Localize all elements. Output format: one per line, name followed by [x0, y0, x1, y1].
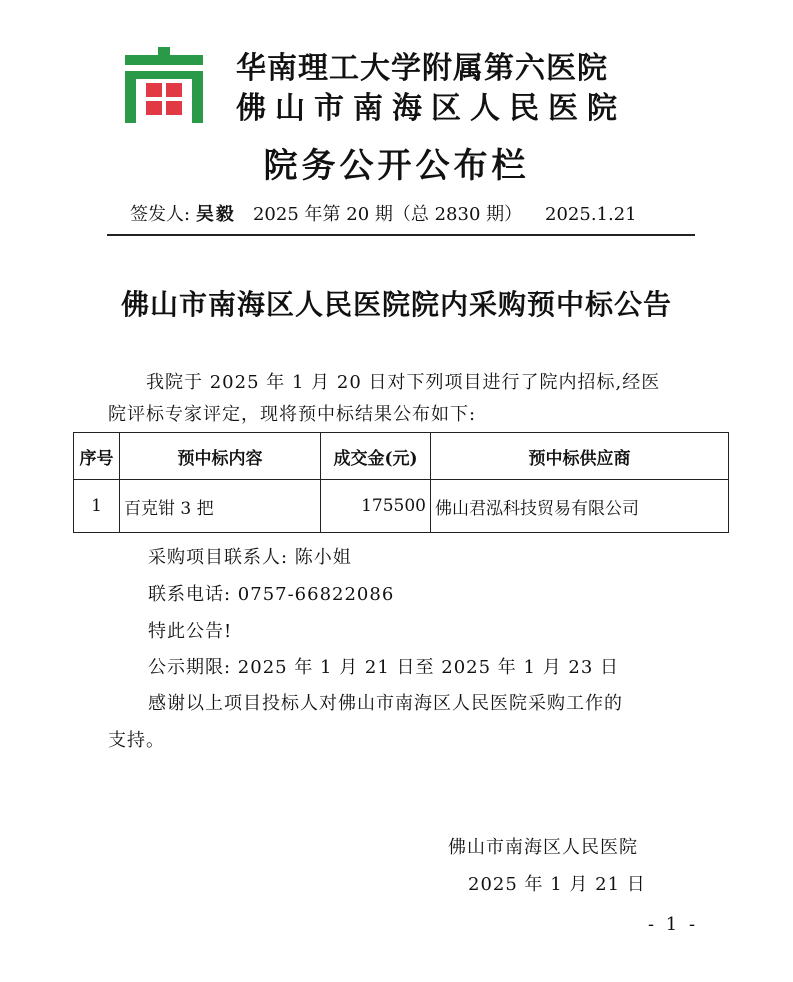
header-supplier: 预中标供应商: [431, 433, 729, 480]
bid-result-table: [73, 432, 729, 533]
board-title: 院务公开公布栏: [263, 146, 530, 186]
header-index: 序号: [74, 433, 120, 480]
issue-date: 2025.1.21: [545, 204, 637, 225]
footer-organization: 佛山市南海区人民医院: [448, 837, 638, 858]
signer-name: 吴毅: [195, 204, 236, 225]
thanks-line-1: 感谢以上项目投标人对佛山市南海区人民医院采购工作的: [148, 693, 623, 714]
issue-number: 2025 年第 20 期（总 2830 期）: [252, 204, 523, 225]
cell-supplier: 佛山君泓科技贸易有限公司: [431, 480, 729, 533]
intro-line-1: 我院于 2025 年 1 月 20 日对下列项目进行了院内招标,经医: [146, 372, 661, 393]
header-amount: 成交金(元): [321, 433, 431, 480]
hospital-name-line1: 华南理工大学附属第六医院: [236, 51, 608, 86]
contact-line: 采购项目联系人: 陈小姐: [148, 547, 352, 568]
notice-title: 佛山市南海区人民医院院内采购预中标公告: [120, 288, 672, 321]
cell-amount: 175500: [321, 480, 431, 533]
announce-line: 特此公告!: [148, 621, 233, 642]
header-content: 预中标内容: [120, 433, 321, 480]
table-header-row: [74, 433, 729, 480]
table-row: [74, 480, 729, 533]
phone-line: 联系电话: 0757-66822086: [148, 584, 395, 605]
thanks-line-2: 支持。: [108, 730, 165, 751]
cell-index: 1: [74, 480, 120, 533]
header-divider: [107, 234, 695, 236]
signer-label: 签发人:: [130, 204, 191, 225]
hospital-logo: [125, 47, 203, 123]
page-number: - 1 -: [648, 914, 699, 935]
period-line: 公示期限: 2025 年 1 月 21 日至 2025 年 1 月 23 日: [148, 657, 620, 678]
hospital-name-line2: 佛山市南海区人民医院: [236, 91, 626, 126]
intro-line-2: 院评标专家评定，现将预中标结果公布如下:: [108, 404, 477, 425]
issue-info-row: [130, 200, 637, 226]
footer-date: 2025 年 1 月 21 日: [468, 874, 646, 895]
cell-content: 百克钳 3 把: [120, 480, 321, 533]
